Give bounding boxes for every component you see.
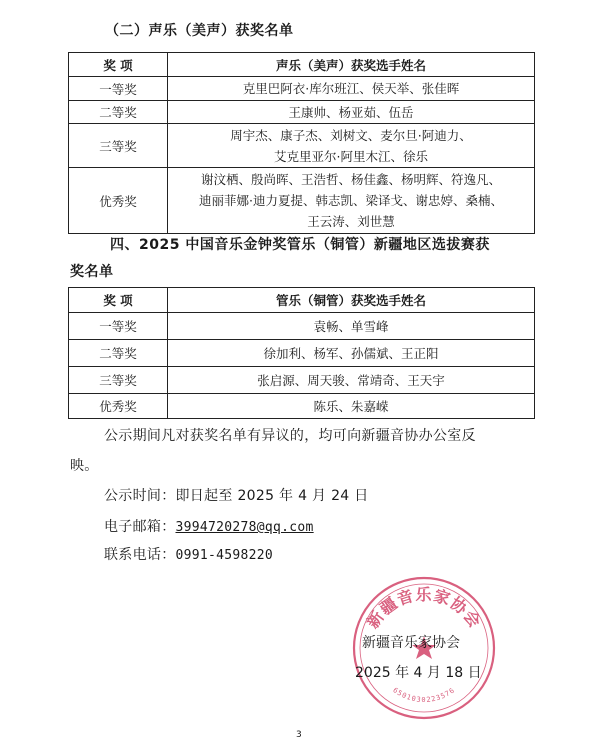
notice-period	[104, 485, 369, 505]
header-names: 管乐（铜管）获奖选手姓名	[168, 288, 535, 313]
table-header-row	[69, 53, 535, 77]
section-heading-vocal: （二）声乐（美声）获奖名单	[105, 23, 294, 39]
winner-names	[168, 367, 535, 394]
award-level: 优秀奖	[69, 168, 168, 234]
names-line: 艾克里亚尔·阿里木江、徐乐	[274, 148, 428, 164]
winner-names	[168, 77, 535, 101]
winner-names	[168, 124, 535, 168]
award-level: 三等奖	[69, 124, 168, 168]
section-heading-brass-line2: 奖名单	[70, 264, 114, 280]
table-row	[69, 168, 535, 234]
award-level: 二等奖	[69, 340, 168, 367]
brass-award-table	[68, 287, 535, 419]
seal-text: 新疆音乐家协会	[363, 585, 485, 632]
section-heading-brass-line1: 四、2025 中国音乐金钟奖管乐（铜管）新疆地区选拔赛获	[110, 237, 490, 253]
table-row	[69, 101, 535, 124]
seal-number: 6501030223576	[391, 686, 457, 704]
names-line: 周宇杰、康子杰、刘树文、麦尔旦·阿迪力、	[230, 127, 472, 143]
winner-names	[168, 313, 535, 340]
period-value: 即日起至 2025 年 4 月 24 日	[175, 488, 369, 504]
header-level: 奖 项	[69, 288, 168, 313]
header-names: 声乐（美声）获奖选手姓名	[168, 53, 535, 77]
names-line: 克里巴阿衣·库尔班江、侯天举、张佳晖	[242, 81, 460, 96]
table-row	[69, 367, 535, 394]
table-row	[69, 340, 535, 367]
winner-names	[168, 394, 535, 419]
signature-org: 新疆音乐家协会	[362, 635, 460, 651]
award-level: 三等奖	[69, 367, 168, 394]
vocal-award-table	[68, 52, 535, 234]
table-header-row	[69, 288, 535, 313]
award-level: 二等奖	[69, 101, 168, 124]
table-row	[69, 313, 535, 340]
page-number: 3	[296, 730, 302, 740]
notice-email	[104, 516, 314, 536]
names-line: 徐加利、杨军、孙儒斌、王正阳	[263, 345, 439, 361]
names-line: 谢汶栖、殷尚晖、王浩哲、杨佳鑫、杨明辉、符逸凡、	[200, 172, 501, 187]
period-label: 公示时间：	[104, 488, 176, 504]
notice-line-1: 公示期间凡对获奖名单有异议的，均可向新疆音协办公室反	[104, 428, 476, 444]
winner-names	[168, 340, 535, 367]
names-line: 袁畅、单雪峰	[313, 318, 389, 334]
table-row	[69, 77, 535, 101]
phone-label: 联系电话：	[104, 547, 176, 563]
names-line: 陈乐、朱嘉嵘	[313, 398, 389, 414]
notice-phone	[104, 544, 273, 564]
winner-names	[168, 168, 535, 234]
header-level: 奖 项	[69, 53, 168, 77]
email-label: 电子邮箱：	[104, 519, 176, 535]
signature-date: 2025 年 4 月 18 日	[355, 665, 482, 681]
award-level: 一等奖	[69, 313, 168, 340]
names-line: 迪丽菲娜·迪力夏提、韩志凯、梁译戈、谢忠婷、桑楠、	[199, 193, 503, 208]
award-level: 一等奖	[69, 77, 168, 101]
award-level: 优秀奖	[69, 394, 168, 419]
winner-names	[168, 101, 535, 124]
table-row	[69, 394, 535, 419]
notice-line-2: 映。	[70, 458, 99, 474]
names-line: 张启源、周天骏、常靖奇、王天宇	[257, 372, 445, 388]
phone-value: 0991-4598220	[175, 548, 274, 563]
table-row	[69, 124, 535, 168]
names-line: 王云涛、刘世慧	[307, 214, 395, 229]
names-line: 王康帅、杨亚茹、伍岳	[288, 104, 414, 120]
email-link[interactable]: 3994720278@qq.com	[175, 520, 314, 535]
